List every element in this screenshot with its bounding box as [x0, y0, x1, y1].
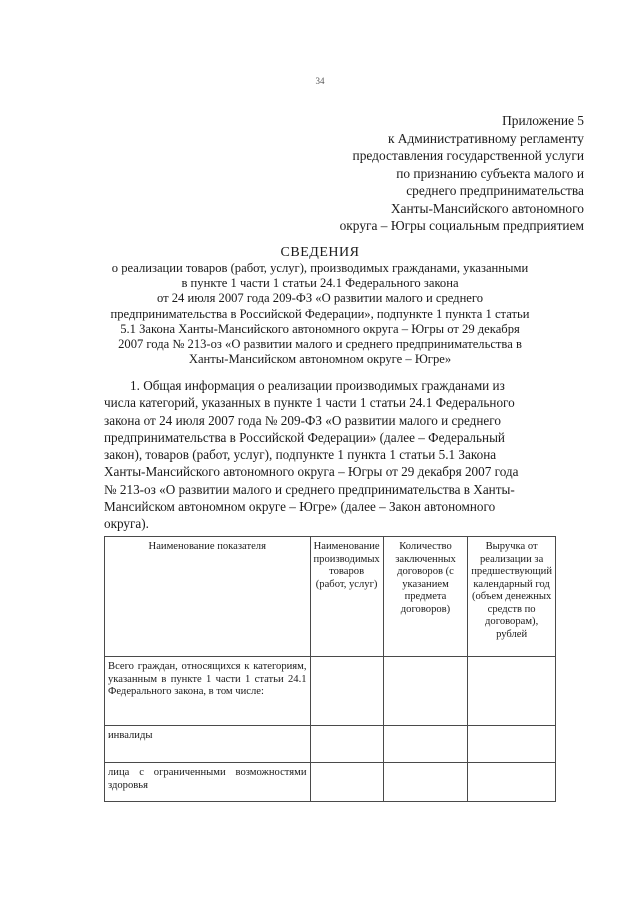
document-subtitle — [0, 261, 640, 367]
paragraph-line: № 213-оз «О развитии малого и среднего предпринимательства в Ханты- — [104, 481, 515, 497]
page-number: 34 — [315, 76, 325, 86]
header-indicator: Наименование показателя — [105, 537, 311, 657]
paragraph-line: числа категорий, указанных в пункте 1 части 1 статьи 24.1 Федерального — [104, 395, 515, 411]
row-label-disabled: инвалиды — [105, 726, 311, 763]
cell-contracts — [383, 763, 468, 802]
cell-revenue — [468, 657, 556, 726]
appendix-line: Приложение 5 — [502, 113, 584, 128]
subtitle-line: о реализации товаров (работ, услуг), производимых гражданами, указанными — [111, 261, 529, 275]
cell-revenue — [468, 726, 556, 763]
paragraph-line: 1. Общая информация о реализации производимых гражданами из — [130, 378, 505, 393]
subtitle-line: 2007 года № 213-оз «О развитии малого и среднего предпринимательства в — [118, 337, 522, 352]
header-contracts-count: Количество заключенных договоров (с указанием предмета договоров) — [383, 537, 468, 657]
header-product-name: Наименование производимых товаров (работ, услуг) — [310, 537, 383, 657]
paragraph-line: Мансийском автономном округе – Югре» (далее – Закон автономного — [104, 499, 496, 515]
cell-product — [310, 726, 383, 763]
cell-product — [310, 657, 383, 726]
subtitle-line: предпринимательства в Российской Федерации», подпункте 1 пункта 1 статьи — [110, 306, 530, 321]
table-header-row — [105, 537, 556, 657]
cell-revenue — [468, 763, 556, 802]
appendix-line: к Административному регламенту — [387, 130, 584, 146]
paragraph-line: закона от 24 июля 2007 года № 209-ФЗ «О развитии малого и среднего — [104, 412, 501, 428]
row-label-total: Всего граждан, относящихся к категориям, указанным в пункте 1 части 1 статьи 24.1 Федерального закона, в том числе: — [105, 657, 311, 726]
appendix-line: Ханты-Мансийского автономного — [390, 200, 584, 216]
paragraph-line: закон), товаров (работ, услуг), подпункте 1 пункта 1 статьи 5.1 Закона — [104, 447, 497, 463]
appendix-line: предоставления государственной услуги — [352, 148, 584, 163]
table-row — [105, 763, 556, 802]
appendix-line: округа – Югры социальным предприятием — [339, 218, 584, 233]
cell-product — [310, 763, 383, 802]
paragraph-line: предпринимательства в Российской Федерации» (далее – Федеральный — [104, 429, 505, 445]
subtitle-line: Ханты-Мансийском автономном округе – Югре» — [188, 352, 452, 367]
appendix-line: по признанию субъекта малого и — [396, 165, 584, 181]
paragraph-line: Ханты-Мансийского автономного округа – Югры от 29 декабря 2007 года — [104, 464, 519, 480]
row-label-limited-health: лица с ограниченными возможностями здоровья — [105, 763, 311, 802]
table-row — [105, 657, 556, 726]
cell-contracts — [383, 726, 468, 763]
paragraph-line: округа). — [104, 516, 149, 532]
table-row — [105, 726, 556, 763]
sales-table — [104, 536, 556, 802]
document-title: СВЕДЕНИЯ — [280, 245, 360, 260]
subtitle-line: в пункте 1 части 1 статьи 24.1 Федерального закона — [181, 276, 459, 291]
cell-contracts — [383, 657, 468, 726]
subtitle-line: от 24 июля 2007 года 209-ФЗ «О развитии малого и среднего — [156, 291, 484, 306]
header-revenue: Выручка от реализации за предшествующий календарный год (объем денежных средств по договорам), рублей — [468, 537, 556, 657]
appendix-note — [270, 112, 584, 235]
appendix-line: среднего предпринимательства — [406, 183, 584, 198]
subtitle-line: 5.1 Закона Ханты-Мансийского автономного округа – Югры от 29 декабря — [120, 321, 520, 336]
general-info-paragraph — [104, 377, 556, 533]
